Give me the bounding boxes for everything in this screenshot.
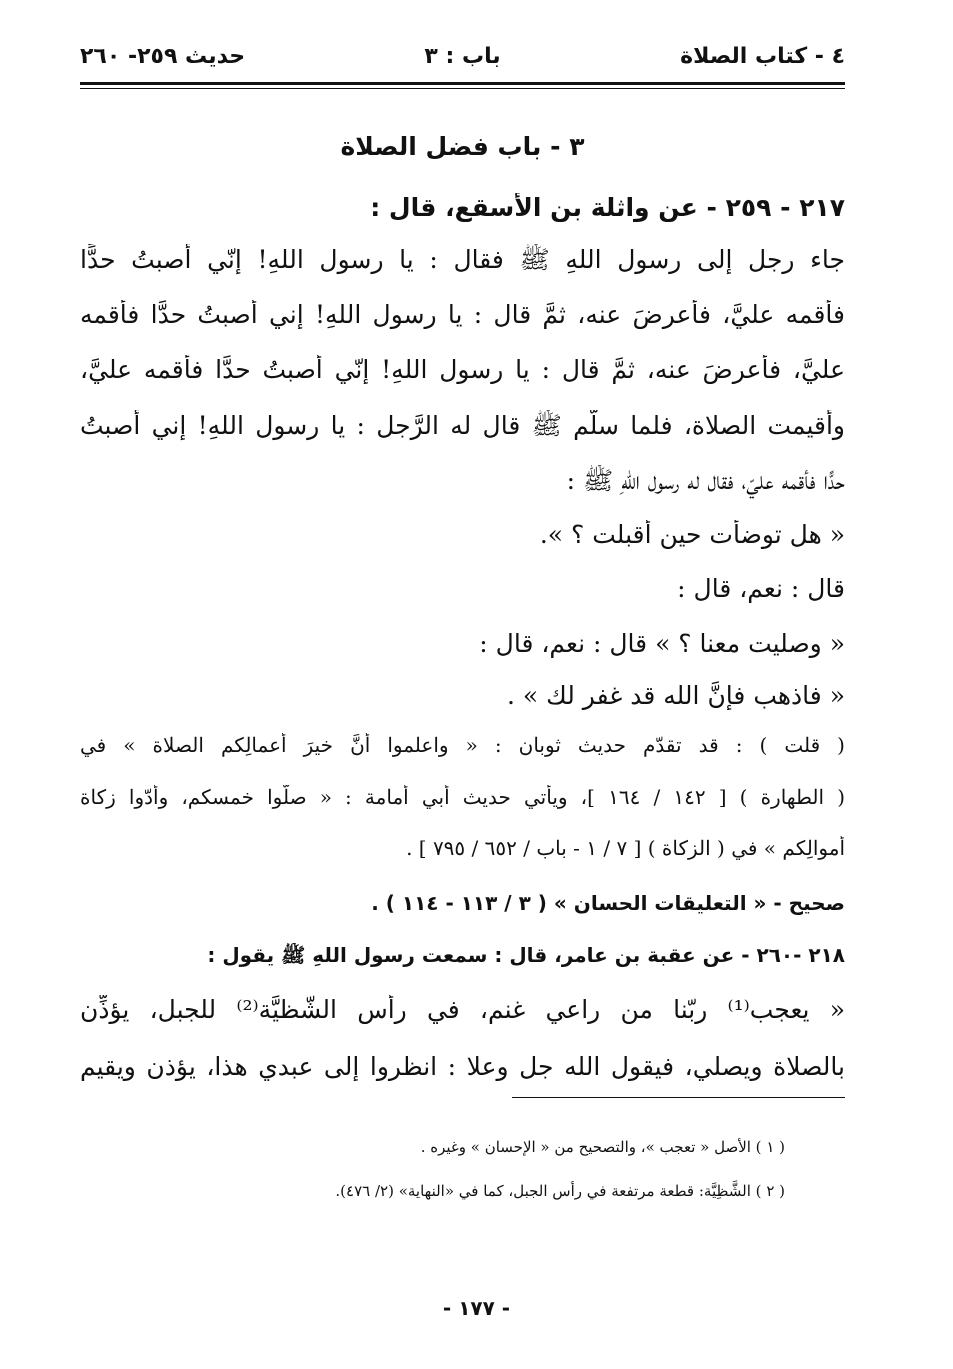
- footnote-2: ( ٢ ) الشَّظِيَّة: قطعة مرتفعة في رأس الجبل، كما في «النهاية» (٢/ ٤٧٦).: [335, 1182, 785, 1200]
- note-line: أموالِكم » في ( الزكاة ) [ ٧ / ١ - باب / ٦٥٢ / ٧٩٥ ] .: [406, 836, 845, 860]
- header-chapter: باب : ٣: [424, 44, 501, 69]
- text-line: « هل توضأت حين أقبلت ؟ ».: [539, 520, 845, 549]
- header-hadith-range: حديث ٢٥٩- ٢٦٠: [80, 44, 246, 69]
- grading-line: صحيح - « التعليقات الحسان » ( ٣ / ١١٣ - ١١٤ ) .: [371, 891, 845, 915]
- text-line: « وصليت معنا ؟ » قال : نعم، قال :: [479, 629, 845, 658]
- section-title: ٣ - باب فضل الصلاة: [340, 132, 585, 161]
- text-line: فأقمه عليَّ، فأعرضَ عنه، ثمَّ قال : يا رسول اللهِ! إني أصبتُ حدًّا فأقمه: [80, 300, 845, 329]
- text-line: « يعجب⁽¹⁾ ربّنا من راعي غنمٍ، في رأس الشَّظيَّة⁽²⁾ للجبل، يؤذِّن: [80, 995, 845, 1024]
- text-line: قال : نعم، قال :: [677, 574, 845, 603]
- page-number: - ١٧٧ -: [442, 1296, 511, 1320]
- text-line: حدًّا فأقمه عليّ، فقال له رسول اللهِ ﷺ :: [566, 466, 845, 495]
- hadith-260-heading: ٢١٨ -٢٦٠ - عن عقبة بن عامر، قال : سمعت رسول اللهِ ﷺ يقول :: [207, 943, 845, 967]
- header-rule-thin: [80, 88, 845, 89]
- note-line: ( قلت ) : قد تقدّم حديث ثوبان : « واعلموا أنَّ خيرَ أعمالِكم الصلاة » في: [80, 733, 845, 757]
- note-line: ( الطهارة ) [ ١٤٢ / ١٦٤ ]، ويأتي حديث أبي أمامة : « صلّوا خمسكم، وأدّوا زكاة: [80, 785, 845, 809]
- header-rule-thick: [80, 82, 845, 85]
- text-line: بالصلاة ويصلي، فيقول الله جل وعلا : انظروا إلى عبدي هذا، يؤذن ويقيم: [80, 1052, 845, 1081]
- text-line: وأقيمت الصلاة، فلما سلّم ﷺ قال له الرَّجل : يا رسول اللهِ! إني أصبتُ: [80, 411, 845, 440]
- footnote-separator: [512, 1097, 845, 1098]
- running-header: [80, 40, 845, 80]
- text-line: عليَّ، فأعرضَ عنه، ثمَّ قال : يا رسول اللهِ! إنّي أصبتُ حدًّا فأقمه عليَّ،: [80, 355, 845, 384]
- header-book-title: ٤ - كتاب الصلاة: [680, 44, 845, 69]
- footnote-1: ( ١ ) الأصل « تعجب »، والتصحيح من « الإحسان » وغيره .: [420, 1138, 785, 1156]
- text-line: جاء رجل إلى رسول اللهِ ﷺ فقال : يا رسول اللهِ! إنّي أصبتُ حدًّا: [80, 245, 845, 274]
- hadith-259-heading: ٢١٧ - ٢٥٩ - عن واثلة بن الأسقع، قال :: [370, 193, 845, 222]
- text-line: « فاذهب فإنَّ الله قد غفر لك » .: [507, 681, 845, 710]
